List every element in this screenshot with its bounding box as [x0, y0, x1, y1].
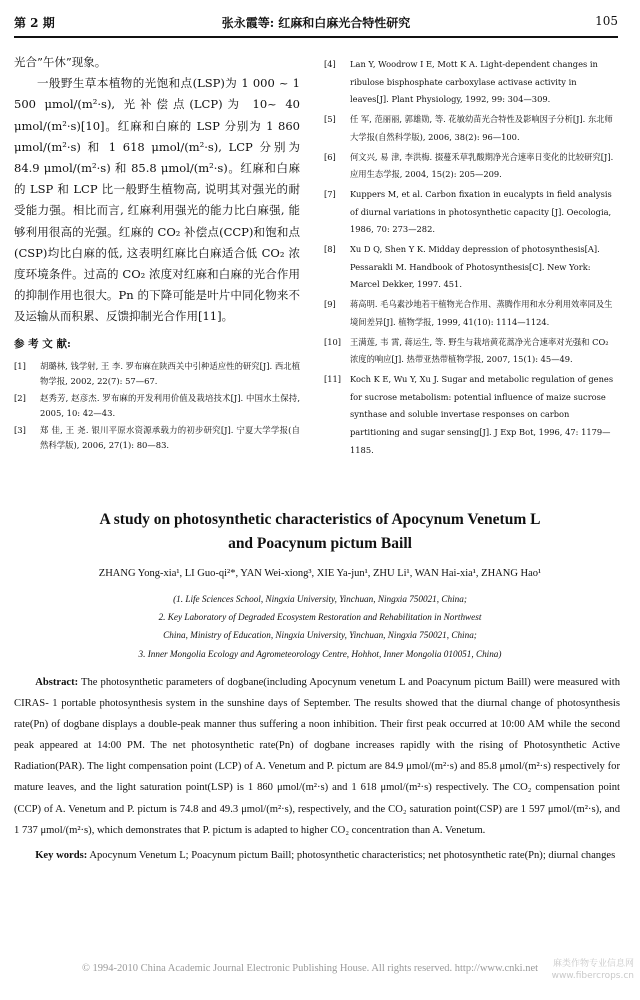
reference-number: [1]: [14, 360, 26, 371]
reference-item: [324, 296, 618, 331]
reference-number: [6]: [324, 151, 336, 162]
reference-text: Kuppers M, et al. Carbon fixation in eucalypts in field analysis of diurnal variations in photosynthetic capacity [J]. Oecologia, 1986, 70: 273—282.: [350, 188, 612, 235]
reference-number: [2]: [14, 392, 26, 403]
abstract-paragraph: [14, 672, 620, 841]
affiliation-line: 2. Key Laboratory of Degraded Ecosystem Restoration and Rehabilitation in Northwest: [158, 612, 482, 623]
copyright-footer: © 1994-2010 China Academic Journal Electronic Publishing House. All rights reserved. http://www.cnki.net: [81, 963, 539, 974]
reference-item: [324, 241, 618, 294]
right-column-references: [324, 56, 618, 461]
reference-text: Lan Y, Woodrow I E, Mott K A. Light-dependent changes in ribulose bisphosphate carboxylase activase activity in leaves[J]. Plant Physiology, 1992, 99: 304—309.: [350, 59, 598, 105]
watermark-line-1: 麻类作物专业信息网: [552, 959, 634, 969]
reference-number: [9]: [324, 299, 336, 310]
english-title-line-2: and Poacynum pictum Baill: [228, 535, 412, 552]
page-number: 105: [595, 14, 618, 28]
author-list: ZHANG Yong-xia¹, LI Guo-qi²*, YAN Wei-xiong³, XIE Ya-jun¹, ZHU Li¹, WAN Hai-xia¹, ZHANG Hao¹: [98, 568, 542, 579]
running-title: 张永霞等: 红麻和白麻光合特性研究: [221, 16, 411, 30]
reference-item: [324, 186, 618, 239]
affiliation-line: 3. Inner Mongolia Ecology and Agrometeorology Centre, Hohhot, Inner Mongolia 010051, China): [138, 648, 502, 659]
reference-item: [324, 111, 618, 146]
abstract-label: Abstract:: [35, 677, 79, 688]
reference-text: 王满莲, 韦 霄, 蒋运生, 等. 野生与栽培黄花蒿净光合速率对光强和 CO₂ 浓度的响应[J]. 热带亚热带植物学报, 2007, 15(1): 45—49.: [350, 336, 609, 365]
reference-text: 胡璐林, 钱学射, 王 李. 罗布麻在陕西关中引种适应性的研究[J]. 西北植物学报, 2002, 22(7): 57—67.: [40, 360, 300, 386]
english-title-line-1: A study on photosynthetic characteristics of Apocynum Venetum L: [99, 511, 541, 528]
affiliation-line: (1. Life Sciences School, Ningxia University, Yinchuan, Ningxia 750021, China;: [173, 594, 467, 604]
references-heading: 参 考 文 献:: [14, 337, 71, 350]
reference-text: 赵秀芳, 赵彦杰. 罗布麻的开发利用价值及栽培技术[J]. 中国水土保持, 2005, 10: 42—43.: [40, 392, 300, 418]
site-watermark: [514, 958, 634, 982]
running-header: [14, 14, 618, 34]
keywords-paragraph: [14, 845, 620, 866]
reference-text: Koch K E, Wu Y, Xu J. Sugar and metabolic regulation of genes for sucrose metabolism: potential influence of maize sucrose synthase and soluble invertase responses on carbon partitioning and sugar sensing[J]. J Exp Bot, 1996, 47: 1179—1185.: [350, 373, 614, 455]
abstract-text: The photosynthetic parameters of dogbane(including Apocynum venetum L and Poacynum pictum Baill) were measured with CIRAS- 1 portable photosynthesis system in the sunshine days of September. The results showed that the diurnal change of photosynthesis rate(Pn) of dogbane displays a double-peak manner thus suffering a noon inhibition. Their first peak occurred at 10:00 AM while the second peak appeared at 14:00 PM. The net photosynthetic rate(Pn) of dogbane increases rapidly with the rising of Photosynthetic Active Radiation(PAR). The light compensation point (LCP) of A. Venetum and P. pictum are 84.9 μmol/(m²·s) and 85.8 μmol/(m²·s) respectively for mature leaves, and the light saturation point(LSP) is 1 860 μmol/(m²·s) and 1 618 μmol/(m²·s) respectively. The CO₂ compensation point (CCP) of A. Venetum and P. pictum is 74.8 and 49.3 μmol/(m²·s), respectively, and the CO₂ saturation point(CSP) are 1 597 μmol/(m²·s), and 1 737 μmol/(m²·s), which demonstrates that P. pictum is adapted to higher CO₂ concentration than A. Venetum.: [14, 677, 620, 836]
reference-item: [14, 359, 300, 389]
left-column: [14, 52, 300, 455]
affiliations: [0, 590, 640, 663]
reference-text: 何文兴, 易 津, 李洪梅. 掇蔓禾草乳酸期净光合速率日变化的比较研究[J]. 应用生态学报, 2004, 15(2): 205—209.: [350, 151, 614, 180]
reference-text: 任 军, 范丽丽, 郭雄勋, 等. 花敏幼苗光合特性及影响因子分析[J]. 东北师大学报(自然科学版), 2006, 38(2): 96—100.: [350, 114, 613, 142]
affiliation-line: China, Ministry of Education, Ningxia University, Yinchuan, Ningxia 750021, China;: [163, 630, 477, 641]
reference-number: [5]: [324, 114, 336, 125]
keywords-label: Key words:: [35, 849, 88, 861]
english-title: [0, 508, 640, 556]
reference-number: [8]: [324, 244, 336, 255]
watermark-line-2: www.fibercrops.cn: [551, 971, 634, 981]
keywords-text: Apocynum Venetum L; Poacynum pictum Baill; photosynthetic characteristics; net photosynthetic rate(Pn); diurnal changes: [89, 849, 616, 861]
reference-number: [10]: [324, 336, 342, 347]
reference-item: [324, 56, 618, 109]
reference-item: [14, 423, 300, 453]
reference-item: [324, 149, 618, 184]
header-rule: [14, 36, 618, 38]
reference-number: [3]: [14, 424, 26, 435]
abstract-block: [14, 672, 620, 866]
reference-item: [14, 391, 300, 421]
reference-number: [11]: [324, 373, 342, 384]
body-paragraph-2: 一般野生草本植物的光饱和点(LSP)为 1 000 ~ 1 500 μmol/(m²·s), 光补偿点(LCP)为 10~ 40 μmol/(m²·s)[10]。红麻和白麻的 LSP 分别为 1 860 μmol/(m²·s) 和 1 618 μmol/(m²·s), LCP 分别为 84.9 μmol/(m²·s) 和 85.8 μmol/(m²·s)。红麻和白麻的 LSP 和 LCP 比一般野生植物高, 说明其对强光的耐受能力强。相比而言, 红麻利用强光的能力比白麻强, 能够利用很高的光强。红麻的 CO₂ 补偿点(CCP)和饱和点(CSP)均比白麻的低, 这表明红麻比白麻适合低 CO₂ 浓度环境条件。过高的 CO₂ 浓度对红麻和白麻的光合作用的抑制作用也很大。Pn 的下降可能是叶片中同化物来不及运输从而积累、反馈抑制光合作用[11]。: [14, 76, 300, 324]
reference-number: [7]: [324, 188, 336, 199]
reference-item: [324, 371, 618, 460]
issue-label: 第 2 期: [14, 16, 55, 30]
reference-text: 郑 佳, 王 尧. 银川平原水资源承载力的初步研究[J]. 宁夏大学学报(自然科学版), 2006, 27(1): 80—83.: [40, 424, 300, 450]
reference-text: 蒋高明. 毛乌素沙地若干植物光合作用、蒸腾作用和水分利用效率同及生境间差异[J]. 植物学报, 1999, 41(10): 1114—1124.: [350, 299, 613, 327]
reference-text: Xu D Q, Shen Y K. Midday depression of photosynthesis[A]. Pessarakli M. Handbook of Photosynthesis[C]. New York: Marcel Dekker, 1997. 451.: [350, 244, 600, 290]
reference-number: [4]: [324, 59, 336, 69]
body-paragraph-1: 光合”午休”现象。: [14, 55, 107, 69]
reference-item: [324, 334, 618, 369]
